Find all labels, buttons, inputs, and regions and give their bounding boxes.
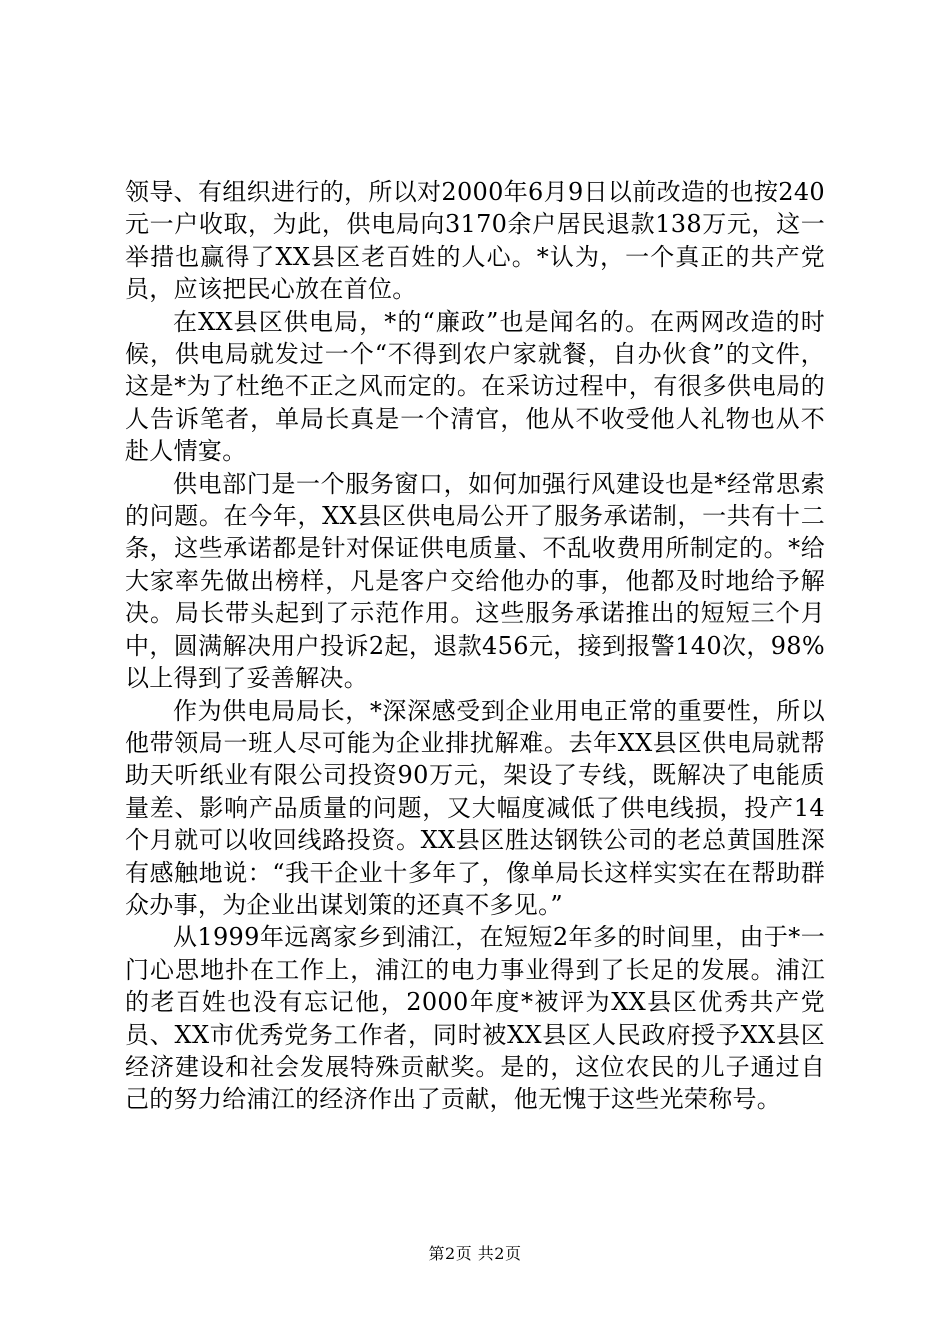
paragraph-1: 领导、有组织进行的，所以对2000年6月9日以前改造的也按240元一户收取，为此，供电局向3170余户居民退款138万元，这一举措也赢得了XX县区老百姓的人心。*认为，一个真正的共产党员，应该把民心放在首位。 [125, 178, 825, 304]
paragraph-3: 供电部门是一个服务窗口，如何加强行风建设也是*经常思索的问题。在今年，XX县区供电局公开了服务承诺制，一共有十二条，这些承诺都是针对保证供电质量、不乱收费用所制定的。*给大家率先做出榜样，凡是客户交给他办的事，他都及时地给予解决。局长带头起到了示范作用。这些服务承诺推出的短短三个月中，圆满解决用户投诉2起，退款456元，接到报警140次，98%以上得到了妥善解决。 [125, 469, 825, 693]
paragraph-5: 从1999年远离家乡到浦江，在短短2年多的时间里，由于*一门心思地扑在工作上，浦江的电力事业得到了长足的发展。浦江的老百姓也没有忘记他，2000年度*被评为XX县区优秀共产党员、XX市优秀党务工作者，同时被XX县区人民政府授予XX县区经济建设和社会发展特殊贡献奖。是的，这位农民的儿子通过自己的努力给浦江的经济作出了贡献，他无愧于这些光荣称号。 [125, 923, 825, 1114]
page-footer: 第2页 共2页 [428, 1244, 522, 1263]
paragraph-2: 在XX县区供电局，*的“廉政”也是闻名的。在两网改造的时候，供电局就发过一个“不得到农户家就餐，自办伙食”的文件，这是*为了杜绝不正之风而定的。在采访过程中，有很多供电局的人告诉笔者，单局长真是一个清官，他从不收受他人礼物也从不赴人情宴。 [125, 307, 825, 466]
document-body [125, 176, 825, 1116]
paragraph-4: 作为供电局局长，*深深感受到企业用电正常的重要性，所以他带领局一班人尽可能为企业排扰解难。去年XX县区供电局就帮助天听纸业有限公司投资90万元，架设了专线，既解决了电能质量差、影响产品质量的问题，又大幅度减低了供电线损，投产14个月就可以收回线路投资。XX县区胜达钢铁公司的老总黄国胜深有感触地说：“我干企业十多年了，像单局长这样实实在在帮助群众办事，为企业出谋划策的还真不多见。” [125, 696, 825, 919]
